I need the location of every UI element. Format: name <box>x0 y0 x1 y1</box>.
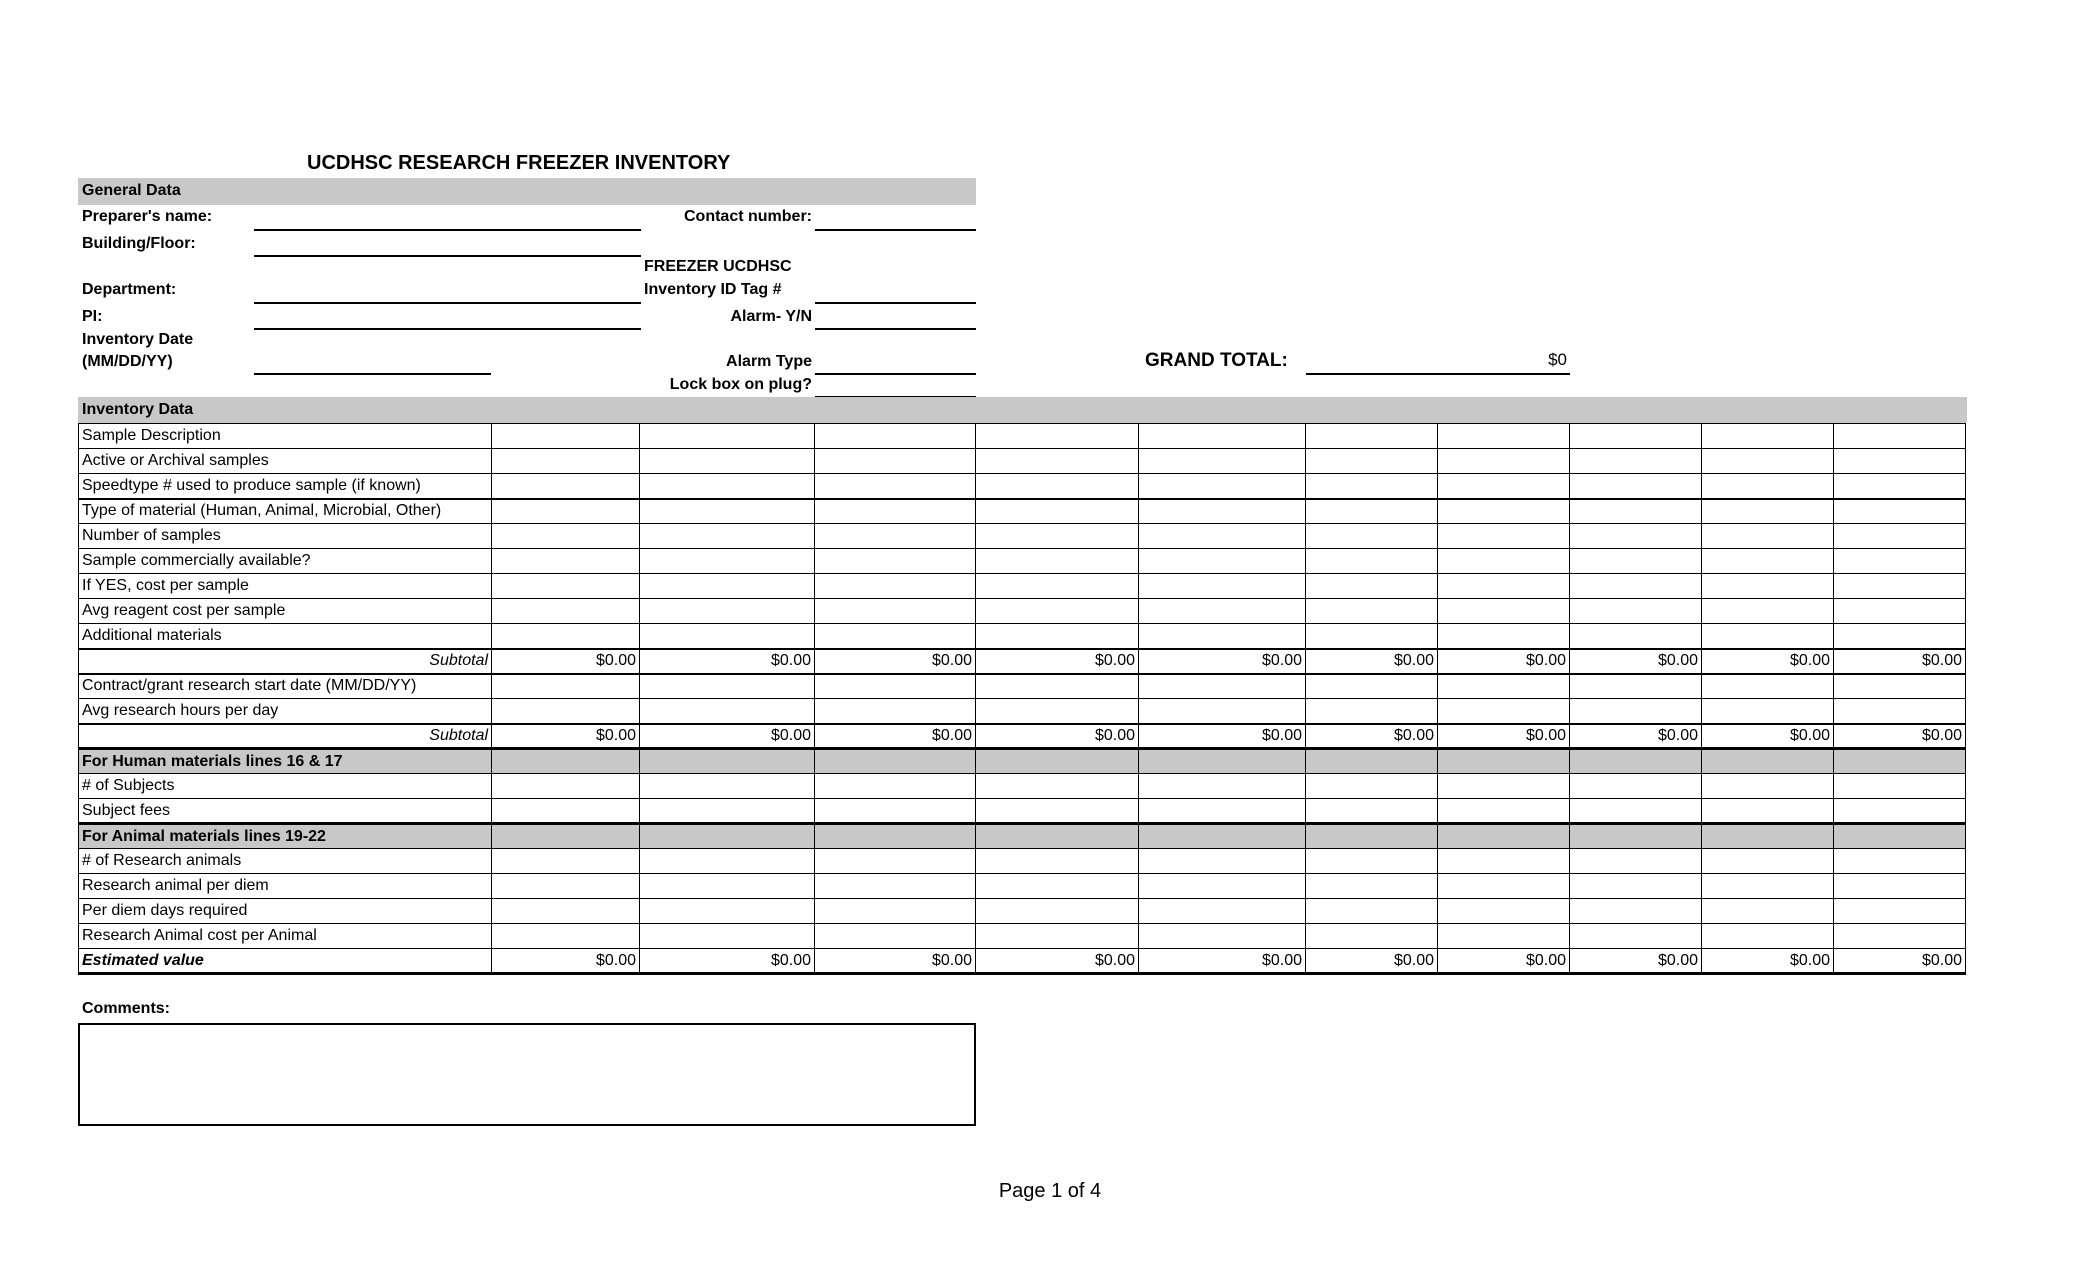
entry-cell[interactable] <box>1306 674 1438 699</box>
row-label: Avg reagent cost per sample <box>79 599 492 624</box>
entry-cell[interactable] <box>1702 549 1834 574</box>
entry-cell[interactable] <box>1139 699 1306 724</box>
entry-cell[interactable] <box>492 774 640 799</box>
entry-cell[interactable] <box>815 874 976 899</box>
inventory-data-header: Inventory Data <box>78 397 1967 423</box>
row-label: Subtotal <box>79 724 492 749</box>
entry-cell[interactable] <box>1570 874 1702 899</box>
entry-cell[interactable] <box>1306 549 1438 574</box>
section-cell <box>1438 749 1570 774</box>
table-row <box>79 599 1966 624</box>
section-row <box>79 749 1966 774</box>
entry-cell[interactable] <box>1702 699 1834 724</box>
table-row <box>79 924 1966 949</box>
entry-cell[interactable] <box>1570 524 1702 549</box>
section-cell <box>1306 824 1438 849</box>
section-row <box>79 824 1966 849</box>
entry-cell[interactable] <box>976 574 1139 599</box>
entry-cell[interactable] <box>640 874 815 899</box>
contact-label: Contact number: <box>684 208 812 225</box>
entry-cell[interactable] <box>815 424 976 449</box>
entry-cell[interactable] <box>1438 524 1570 549</box>
entry-cell[interactable] <box>1702 774 1834 799</box>
entry-cell[interactable] <box>815 924 976 949</box>
value-cell: $0.00 <box>1306 649 1438 674</box>
entry-cell[interactable] <box>1306 874 1438 899</box>
entry-cell[interactable] <box>815 499 976 524</box>
entry-cell[interactable] <box>1834 924 1966 949</box>
section-cell <box>1306 749 1438 774</box>
row-label: Estimated value <box>79 949 492 974</box>
table-row <box>79 549 1966 574</box>
entry-cell[interactable] <box>1834 624 1966 649</box>
row-label: # of Subjects <box>79 774 492 799</box>
entry-cell[interactable] <box>1306 474 1438 499</box>
entry-cell[interactable] <box>1438 924 1570 949</box>
entry-cell[interactable] <box>976 874 1139 899</box>
entry-cell[interactable] <box>1438 899 1570 924</box>
entry-cell[interactable] <box>640 524 815 549</box>
table-row <box>79 899 1966 924</box>
entry-cell[interactable] <box>1570 799 1702 824</box>
entry-cell[interactable] <box>1438 424 1570 449</box>
entry-cell[interactable] <box>1834 474 1966 499</box>
section-cell <box>1702 749 1834 774</box>
entry-cell[interactable] <box>1139 574 1306 599</box>
value-cell: $0.00 <box>1570 949 1702 974</box>
entry-cell[interactable] <box>815 549 976 574</box>
building-field[interactable] <box>254 255 641 257</box>
row-label: For Human materials lines 16 & 17 <box>79 749 492 774</box>
entry-cell[interactable] <box>1570 774 1702 799</box>
entry-cell[interactable] <box>1139 549 1306 574</box>
entry-cell[interactable] <box>1834 674 1966 699</box>
entry-cell[interactable] <box>815 899 976 924</box>
table-row <box>79 499 1966 524</box>
entry-cell[interactable] <box>815 474 976 499</box>
value-cell: $0.00 <box>1834 649 1966 674</box>
entry-cell[interactable] <box>1306 574 1438 599</box>
table-row <box>79 474 1966 499</box>
general-data-header: General Data <box>78 178 976 205</box>
entry-cell[interactable] <box>976 924 1139 949</box>
entry-cell[interactable] <box>1306 924 1438 949</box>
section-cell <box>815 749 976 774</box>
entry-cell[interactable] <box>976 799 1139 824</box>
entry-cell[interactable] <box>640 774 815 799</box>
entry-cell[interactable] <box>1438 574 1570 599</box>
value-cell: $0.00 <box>1834 949 1966 974</box>
row-label: Type of material (Human, Animal, Microbial, Other) <box>79 499 492 524</box>
entry-cell[interactable] <box>1702 849 1834 874</box>
entry-cell[interactable] <box>1438 549 1570 574</box>
entry-cell[interactable] <box>976 549 1139 574</box>
value-cell: $0.00 <box>1139 649 1306 674</box>
entry-cell[interactable] <box>1702 799 1834 824</box>
section-cell <box>640 749 815 774</box>
entry-cell[interactable] <box>1834 449 1966 474</box>
value-cell: $0.00 <box>640 949 815 974</box>
entry-cell[interactable] <box>1139 624 1306 649</box>
section-cell <box>1139 824 1306 849</box>
entry-cell[interactable] <box>640 899 815 924</box>
section-cell <box>976 749 1139 774</box>
freezer-tag-label-2: Inventory ID Tag # <box>644 281 782 298</box>
value-cell: $0.00 <box>1702 949 1834 974</box>
entry-cell[interactable] <box>1438 699 1570 724</box>
entry-cell[interactable] <box>815 674 976 699</box>
section-cell <box>815 824 976 849</box>
entry-cell[interactable] <box>815 849 976 874</box>
page-number: Page 1 of 4 <box>998 1180 1102 1202</box>
building-label: Building/Floor: <box>82 235 196 252</box>
entry-cell[interactable] <box>976 524 1139 549</box>
alarm-field[interactable] <box>815 328 976 330</box>
value-cell: $0.00 <box>1438 724 1570 749</box>
entry-cell[interactable] <box>1139 924 1306 949</box>
lockbox-label: Lock box on plug? <box>669 376 812 393</box>
table-row <box>79 674 1966 699</box>
entry-cell[interactable] <box>976 849 1139 874</box>
entry-cell[interactable] <box>1139 449 1306 474</box>
value-cell: $0.00 <box>1306 949 1438 974</box>
entry-cell[interactable] <box>1438 874 1570 899</box>
entry-cell[interactable] <box>492 499 640 524</box>
entry-cell[interactable] <box>815 774 976 799</box>
entry-cell[interactable] <box>492 924 640 949</box>
entry-cell[interactable] <box>1570 424 1702 449</box>
entry-cell[interactable] <box>492 674 640 699</box>
entry-cell[interactable] <box>1438 799 1570 824</box>
entry-cell[interactable] <box>1570 499 1702 524</box>
entry-cell[interactable] <box>976 624 1139 649</box>
entry-cell[interactable] <box>1570 549 1702 574</box>
entry-cell[interactable] <box>1139 674 1306 699</box>
entry-cell[interactable] <box>1438 774 1570 799</box>
row-label: # of Research animals <box>79 849 492 874</box>
row-label: Number of samples <box>79 524 492 549</box>
entry-cell[interactable] <box>976 499 1139 524</box>
entry-cell[interactable] <box>1702 574 1834 599</box>
entry-cell[interactable] <box>815 524 976 549</box>
entry-cell[interactable] <box>1834 699 1966 724</box>
entry-cell[interactable] <box>492 524 640 549</box>
entry-cell[interactable] <box>1306 499 1438 524</box>
table-row <box>79 849 1966 874</box>
entry-cell[interactable] <box>1702 624 1834 649</box>
estimated-value-row <box>79 949 1966 974</box>
value-cell: $0.00 <box>1438 649 1570 674</box>
section-cell <box>1834 824 1966 849</box>
entry-cell[interactable] <box>1570 849 1702 874</box>
row-label: Research animal per diem <box>79 874 492 899</box>
entry-cell[interactable] <box>492 449 640 474</box>
entry-cell[interactable] <box>1570 574 1702 599</box>
entry-cell[interactable] <box>1306 799 1438 824</box>
table-row <box>79 799 1966 824</box>
freezer-tag-label-1: FREEZER UCDHSC <box>644 258 792 275</box>
entry-cell[interactable] <box>640 474 815 499</box>
entry-cell[interactable] <box>1834 874 1966 899</box>
table-row <box>79 424 1966 449</box>
section-cell <box>640 824 815 849</box>
entry-cell[interactable] <box>640 799 815 824</box>
entry-cell[interactable] <box>1139 474 1306 499</box>
alarm-type-field[interactable] <box>815 373 976 375</box>
entry-cell[interactable] <box>815 624 976 649</box>
entry-cell[interactable] <box>1438 449 1570 474</box>
value-cell: $0.00 <box>815 724 976 749</box>
row-label: Subtotal <box>79 649 492 674</box>
department-label: Department: <box>82 281 177 298</box>
entry-cell[interactable] <box>1834 424 1966 449</box>
section-cell <box>1438 824 1570 849</box>
entry-cell[interactable] <box>640 599 815 624</box>
table-row <box>79 624 1966 649</box>
entry-cell[interactable] <box>976 899 1139 924</box>
entry-cell[interactable] <box>492 874 640 899</box>
pi-label: PI: <box>82 308 103 325</box>
freezer-tag-field[interactable] <box>815 302 976 304</box>
value-cell: $0.00 <box>1702 649 1834 674</box>
table-row <box>79 874 1966 899</box>
entry-cell[interactable] <box>1702 524 1834 549</box>
entry-cell[interactable] <box>815 599 976 624</box>
entry-cell[interactable] <box>1438 624 1570 649</box>
entry-cell[interactable] <box>815 574 976 599</box>
page-title: UCDHSC RESEARCH FREEZER INVENTORY <box>307 152 731 174</box>
grand-total-underline <box>1306 373 1570 375</box>
entry-cell[interactable] <box>1139 424 1306 449</box>
entry-cell[interactable] <box>976 774 1139 799</box>
entry-cell[interactable] <box>492 424 640 449</box>
entry-cell[interactable] <box>1702 674 1834 699</box>
table-row <box>79 449 1966 474</box>
entry-cell[interactable] <box>1834 799 1966 824</box>
row-label: Active or Archival samples <box>79 449 492 474</box>
value-cell: $0.00 <box>492 949 640 974</box>
table-row <box>79 699 1966 724</box>
entry-cell[interactable] <box>1306 599 1438 624</box>
section-cell <box>1702 824 1834 849</box>
section-cell <box>1834 749 1966 774</box>
value-cell: $0.00 <box>976 949 1139 974</box>
entry-cell[interactable] <box>976 424 1139 449</box>
value-cell: $0.00 <box>815 949 976 974</box>
value-cell: $0.00 <box>976 649 1139 674</box>
entry-cell[interactable] <box>1570 474 1702 499</box>
section-cell <box>492 749 640 774</box>
entry-cell[interactable] <box>1306 449 1438 474</box>
entry-cell[interactable] <box>976 599 1139 624</box>
entry-cell[interactable] <box>640 424 815 449</box>
entry-cell[interactable] <box>1306 624 1438 649</box>
entry-cell[interactable] <box>1438 674 1570 699</box>
entry-cell[interactable] <box>1306 849 1438 874</box>
preparer-label: Preparer's name: <box>82 208 213 225</box>
entry-cell[interactable] <box>640 624 815 649</box>
entry-cell[interactable] <box>1570 699 1702 724</box>
value-cell: $0.00 <box>1139 724 1306 749</box>
inventory-date-label-1: Inventory Date <box>82 331 194 348</box>
entry-cell[interactable] <box>1438 599 1570 624</box>
entry-cell[interactable] <box>492 574 640 599</box>
entry-cell[interactable] <box>492 599 640 624</box>
value-cell: $0.00 <box>640 724 815 749</box>
entry-cell[interactable] <box>976 474 1139 499</box>
entry-cell[interactable] <box>1438 499 1570 524</box>
table-row <box>79 524 1966 549</box>
inventory-date-field[interactable] <box>254 373 491 375</box>
entry-cell[interactable] <box>1834 774 1966 799</box>
entry-cell[interactable] <box>1570 449 1702 474</box>
entry-cell[interactable] <box>640 549 815 574</box>
alarm-label: Alarm- Y/N <box>730 308 812 325</box>
entry-cell[interactable] <box>492 624 640 649</box>
entry-cell[interactable] <box>1139 799 1306 824</box>
section-cell <box>976 824 1139 849</box>
entry-cell[interactable] <box>1139 774 1306 799</box>
subtotal-row <box>79 724 1966 749</box>
entry-cell[interactable] <box>1139 874 1306 899</box>
value-cell: $0.00 <box>1834 724 1966 749</box>
row-label: For Animal materials lines 19-22 <box>79 824 492 849</box>
row-label: Subject fees <box>79 799 492 824</box>
entry-cell[interactable] <box>976 449 1139 474</box>
entry-cell[interactable] <box>1306 424 1438 449</box>
value-cell: $0.00 <box>640 649 815 674</box>
value-cell: $0.00 <box>1570 649 1702 674</box>
entry-cell[interactable] <box>1306 524 1438 549</box>
entry-cell[interactable] <box>815 449 976 474</box>
section-cell <box>1139 749 1306 774</box>
value-cell: $0.00 <box>1702 724 1834 749</box>
row-label: Speedtype # used to produce sample (if known) <box>79 474 492 499</box>
entry-cell[interactable] <box>815 799 976 824</box>
entry-cell[interactable] <box>1702 424 1834 449</box>
entry-cell[interactable] <box>1702 874 1834 899</box>
entry-cell[interactable] <box>976 674 1139 699</box>
entry-cell[interactable] <box>1139 499 1306 524</box>
entry-cell[interactable] <box>1834 574 1966 599</box>
row-label: Sample commercially available? <box>79 549 492 574</box>
entry-cell[interactable] <box>1438 849 1570 874</box>
entry-cell[interactable] <box>1570 599 1702 624</box>
value-cell: $0.00 <box>815 649 976 674</box>
row-label: Avg research hours per day <box>79 699 492 724</box>
entry-cell[interactable] <box>1570 624 1702 649</box>
entry-cell[interactable] <box>1702 899 1834 924</box>
comments-label: Comments: <box>82 1000 171 1017</box>
entry-cell[interactable] <box>492 474 640 499</box>
entry-cell[interactable] <box>1702 924 1834 949</box>
grand-total-label: GRAND TOTAL: <box>1145 350 1288 371</box>
entry-cell[interactable] <box>492 799 640 824</box>
entry-cell[interactable] <box>1139 599 1306 624</box>
entry-cell[interactable] <box>1139 524 1306 549</box>
entry-cell[interactable] <box>1834 849 1966 874</box>
row-label: Per diem days required <box>79 899 492 924</box>
comments-box[interactable] <box>78 1023 976 1126</box>
entry-cell[interactable] <box>1702 599 1834 624</box>
entry-cell[interactable] <box>976 699 1139 724</box>
entry-cell[interactable] <box>1306 899 1438 924</box>
entry-cell[interactable] <box>1702 474 1834 499</box>
entry-cell[interactable] <box>640 674 815 699</box>
entry-cell[interactable] <box>640 924 815 949</box>
entry-cell[interactable] <box>492 699 640 724</box>
entry-cell[interactable] <box>1834 899 1966 924</box>
value-cell: $0.00 <box>976 724 1139 749</box>
value-cell: $0.00 <box>1139 949 1306 974</box>
entry-cell[interactable] <box>1306 699 1438 724</box>
entry-cell[interactable] <box>1139 849 1306 874</box>
section-cell <box>1570 749 1702 774</box>
entry-cell[interactable] <box>1834 524 1966 549</box>
entry-cell[interactable] <box>1570 899 1702 924</box>
entry-cell[interactable] <box>640 699 815 724</box>
subtotal-row <box>79 649 1966 674</box>
entry-cell[interactable] <box>1306 774 1438 799</box>
entry-cell[interactable] <box>1570 674 1702 699</box>
value-cell: $0.00 <box>492 724 640 749</box>
row-label: If YES, cost per sample <box>79 574 492 599</box>
entry-cell[interactable] <box>1139 899 1306 924</box>
value-cell: $0.00 <box>492 649 640 674</box>
entry-cell[interactable] <box>640 574 815 599</box>
row-label: Sample Description <box>79 424 492 449</box>
value-cell: $0.00 <box>1570 724 1702 749</box>
table-row <box>79 574 1966 599</box>
entry-cell[interactable] <box>1834 599 1966 624</box>
row-label: Research Animal cost per Animal <box>79 924 492 949</box>
entry-cell[interactable] <box>1702 499 1834 524</box>
entry-cell[interactable] <box>492 549 640 574</box>
entry-cell[interactable] <box>1438 474 1570 499</box>
value-cell: $0.00 <box>1438 949 1570 974</box>
entry-cell[interactable] <box>1702 449 1834 474</box>
inventory-table <box>78 423 1966 975</box>
entry-cell[interactable] <box>640 449 815 474</box>
pi-field[interactable] <box>254 328 641 330</box>
row-label: Additional materials <box>79 624 492 649</box>
entry-cell[interactable] <box>1570 924 1702 949</box>
section-cell <box>1570 824 1702 849</box>
row-label: Contract/grant research start date (MM/DD/YY) <box>79 674 492 699</box>
entry-cell[interactable] <box>815 699 976 724</box>
entry-cell[interactable] <box>1834 499 1966 524</box>
entry-cell[interactable] <box>640 849 815 874</box>
value-cell: $0.00 <box>1306 724 1438 749</box>
entry-cell[interactable] <box>492 899 640 924</box>
grand-total-value: $0 <box>1548 350 1567 369</box>
entry-cell[interactable] <box>640 499 815 524</box>
table-row <box>79 774 1966 799</box>
inventory-date-label-2: (MM/DD/YY) <box>82 353 173 370</box>
entry-cell[interactable] <box>492 849 640 874</box>
contact-field[interactable] <box>815 229 976 231</box>
department-field[interactable] <box>254 302 641 304</box>
section-cell <box>492 824 640 849</box>
preparer-field[interactable] <box>254 229 641 231</box>
entry-cell[interactable] <box>1834 549 1966 574</box>
alarm-type-label: Alarm Type <box>726 353 812 370</box>
